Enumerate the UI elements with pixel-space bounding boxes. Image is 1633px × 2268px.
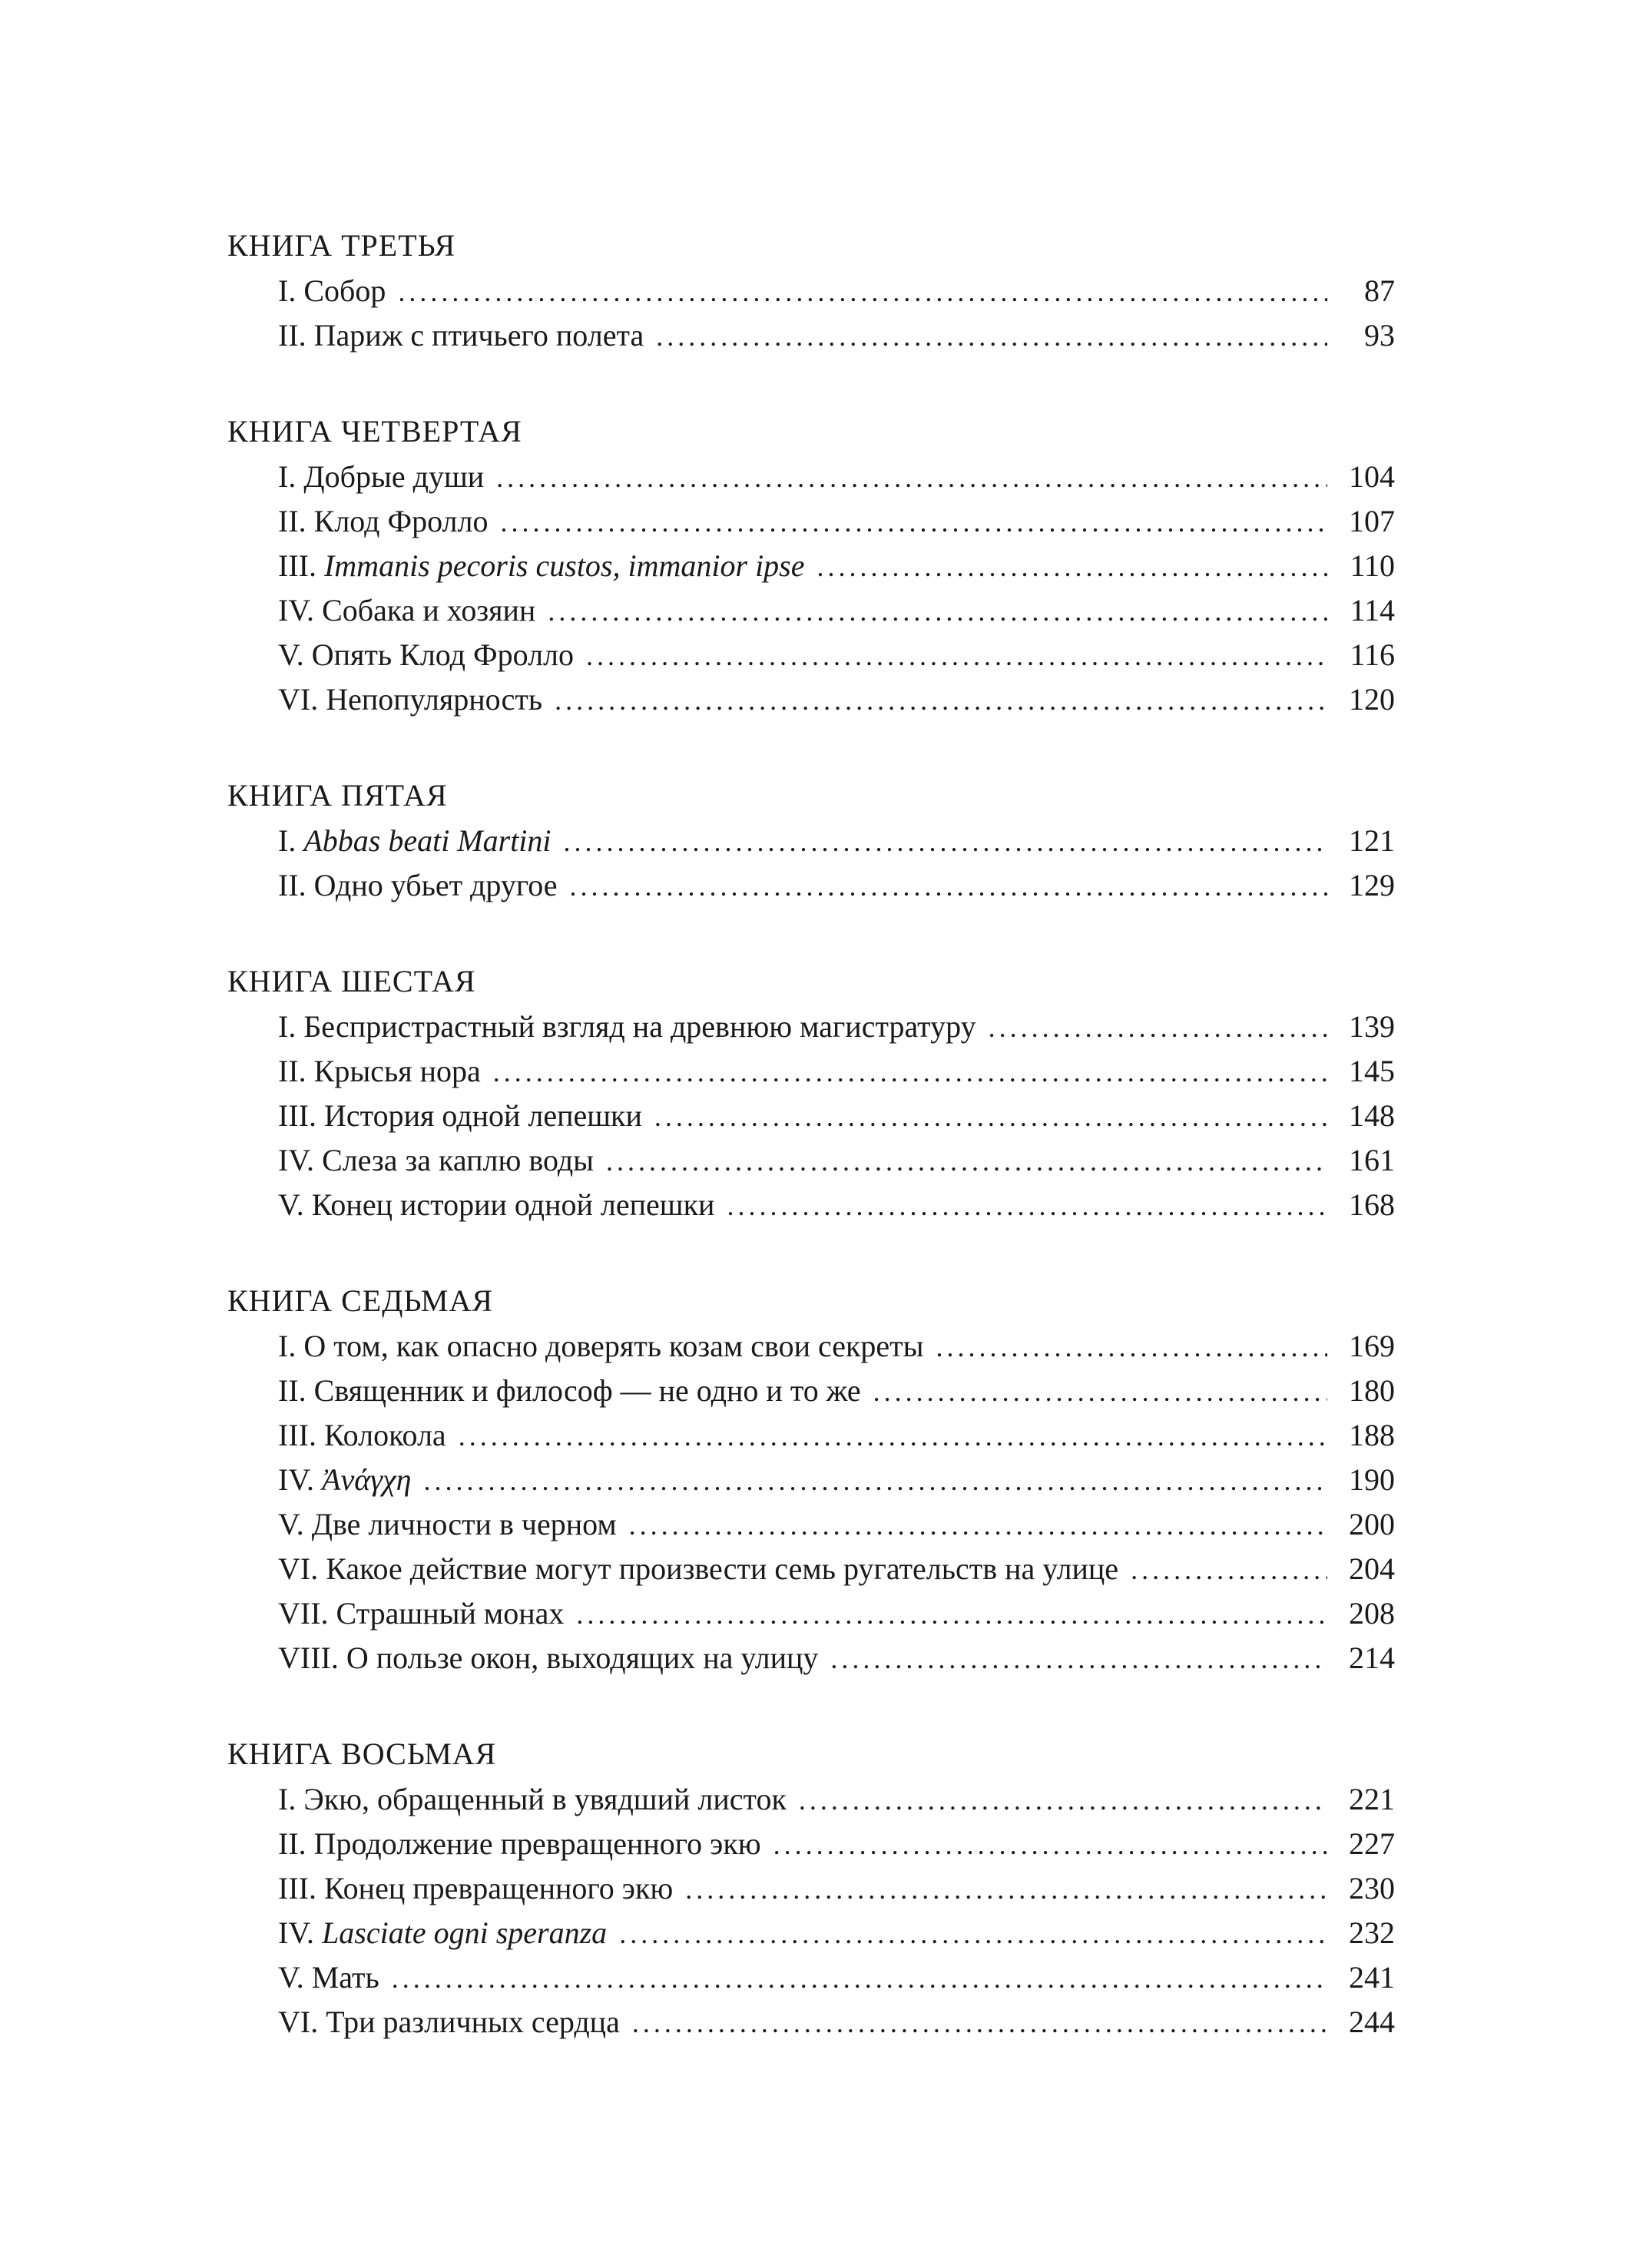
chapter-name: Lasciate ogni speranza — [322, 1915, 608, 1950]
chapter-number: IV. — [278, 1143, 315, 1177]
page-number: 110 — [1350, 548, 1395, 583]
dot-leader — [570, 864, 1327, 909]
page-number: 116 — [1350, 637, 1395, 672]
chapter-name: Мать — [311, 1960, 379, 1995]
page-number: 93 — [1364, 318, 1395, 353]
chapter-title — [278, 1547, 1118, 1591]
chapter-number: II. — [278, 868, 306, 902]
chapter-number: IV. — [278, 1462, 315, 1497]
chapter-name: Экю, обращенный в увядший листок — [303, 1782, 787, 1816]
chapter-number: VI. — [278, 2005, 319, 2039]
page-number: 145 — [1349, 1054, 1395, 1088]
page-number: 232 — [1349, 1915, 1395, 1950]
chapter-name: Слеза за каплю воды — [322, 1143, 595, 1177]
dot-leader — [656, 314, 1327, 359]
chapter-entry[interactable] — [227, 455, 1395, 499]
dot-leader — [685, 1867, 1327, 1912]
page-number: 190 — [1349, 1462, 1395, 1497]
page-number: 161 — [1349, 1143, 1395, 1177]
page-number: 204 — [1349, 1551, 1395, 1586]
chapter-title — [278, 1005, 976, 1049]
chapter-name: Опять Клод Фролло — [311, 637, 574, 672]
chapter-title — [278, 633, 574, 677]
chapter-title — [278, 1866, 673, 1911]
page-number: 121 — [1349, 823, 1395, 858]
chapter-title — [278, 863, 558, 908]
book-section — [227, 409, 1395, 722]
chapter-number: VII. — [278, 1596, 329, 1631]
chapter-name: Клод Фролло — [313, 504, 489, 538]
chapter-number: I. — [278, 1782, 296, 1816]
chapter-entry[interactable] — [227, 863, 1395, 908]
chapter-entry[interactable] — [227, 1138, 1395, 1183]
chapter-entry[interactable] — [227, 499, 1395, 544]
chapter-entry[interactable] — [227, 1591, 1395, 1636]
chapter-name: Собор — [303, 273, 386, 308]
dot-leader — [629, 1503, 1327, 1548]
chapter-name: Конец истории одной лепешки — [311, 1187, 715, 1222]
chapter-title — [278, 1049, 481, 1094]
dot-leader — [586, 634, 1327, 678]
chapter-entry[interactable] — [227, 1413, 1395, 1458]
chapter-number: I. — [278, 823, 296, 858]
dot-leader — [606, 1139, 1327, 1184]
dot-leader — [576, 1592, 1327, 1637]
page-number: 180 — [1349, 1373, 1395, 1408]
chapter-title — [278, 544, 805, 588]
chapter-entry[interactable] — [227, 1822, 1395, 1866]
dot-leader — [459, 1414, 1327, 1458]
chapter-entry[interactable] — [227, 1458, 1395, 1502]
chapter-name: Конец превращенного экю — [323, 1871, 674, 1905]
chapter-title — [278, 1911, 607, 1955]
chapter-name: Крысья нора — [313, 1054, 481, 1088]
chapter-number: V. — [278, 1507, 304, 1541]
dot-leader — [773, 1823, 1327, 1867]
chapter-number: II. — [278, 504, 306, 538]
chapter-number: I. — [278, 273, 296, 308]
chapter-title — [278, 455, 484, 499]
chapter-number: III. — [278, 1098, 316, 1133]
book-section — [227, 959, 1395, 1227]
chapter-name: История одной лепешки — [323, 1098, 642, 1133]
dot-leader — [398, 270, 1327, 314]
chapter-entry[interactable] — [227, 1777, 1395, 1822]
page-number: 208 — [1349, 1596, 1395, 1631]
chapter-entry[interactable] — [227, 1094, 1395, 1138]
dot-leader — [500, 500, 1327, 545]
book-title: КНИГА ПЯТАЯ — [227, 778, 448, 813]
dot-leader — [654, 1094, 1327, 1139]
table-of-contents — [227, 223, 1395, 2095]
chapter-title — [278, 1636, 818, 1680]
chapter-number: III. — [278, 1418, 316, 1452]
chapter-number: III. — [278, 548, 316, 583]
chapter-entry[interactable] — [227, 2000, 1395, 2045]
page-number: 188 — [1349, 1418, 1395, 1452]
chapter-name: Продолжение превращенного экю — [313, 1826, 761, 1861]
chapter-entry[interactable] — [227, 1324, 1395, 1369]
chapter-number: II. — [278, 318, 306, 353]
chapter-name: Две личности в черном — [311, 1507, 617, 1541]
chapter-title — [278, 1822, 761, 1866]
page-number: 87 — [1364, 273, 1395, 308]
chapter-title — [278, 499, 488, 544]
chapter-entry[interactable] — [227, 1955, 1395, 2000]
chapter-title — [278, 1138, 594, 1183]
page-number: 139 — [1349, 1009, 1395, 1044]
chapter-number: VI. — [278, 1551, 319, 1586]
page-number: 104 — [1349, 459, 1395, 494]
chapter-title — [278, 1094, 642, 1138]
page-number: 114 — [1350, 593, 1395, 627]
chapter-entry[interactable] — [227, 1547, 1395, 1591]
book-section — [227, 1278, 1395, 1680]
chapter-name: Одно убьет другое — [313, 868, 558, 902]
chapter-name: Immanis pecoris custos, immanior ipse — [323, 548, 805, 583]
dot-leader — [564, 819, 1327, 864]
book-title: КНИГА ШЕСТАЯ — [227, 964, 476, 998]
book-section — [227, 1731, 1395, 2045]
chapter-entry[interactable] — [227, 1183, 1395, 1227]
dot-leader — [423, 1458, 1327, 1503]
chapter-number: II. — [278, 1054, 306, 1088]
chapter-title — [278, 588, 535, 633]
chapter-name: Ἀνάγχη — [322, 1462, 412, 1497]
page-number: 120 — [1349, 682, 1395, 717]
chapter-entry[interactable] — [227, 819, 1395, 863]
chapter-title — [278, 1183, 714, 1227]
chapter-number: VI. — [278, 682, 319, 717]
chapter-entry[interactable] — [227, 633, 1395, 677]
chapter-name: Колокола — [323, 1418, 446, 1452]
dot-leader — [619, 1912, 1327, 1956]
book-title: КНИГА ТРЕТЬЯ — [227, 228, 456, 263]
chapter-entry[interactable] — [227, 313, 1395, 358]
dot-leader — [392, 1956, 1327, 2001]
chapter-number: I. — [278, 459, 296, 494]
chapter-number: VIII. — [278, 1641, 339, 1675]
chapter-number: V. — [278, 1960, 304, 1995]
book-title: КНИГА ВОСЬМАЯ — [227, 1737, 497, 1771]
chapter-name: Страшный монах — [336, 1596, 565, 1631]
dot-leader — [817, 545, 1328, 589]
chapter-name: Добрые души — [303, 459, 485, 494]
chapter-number: IV. — [278, 1915, 315, 1950]
dot-leader — [989, 1005, 1327, 1050]
chapter-name: Собака и хозяин — [322, 593, 536, 627]
page-number: 221 — [1349, 1782, 1395, 1816]
book-title: КНИГА ЧЕТВЕРТАЯ — [227, 414, 522, 449]
page-number: 129 — [1349, 868, 1395, 902]
chapter-entry[interactable] — [227, 677, 1395, 722]
book-section — [227, 773, 1395, 908]
chapter-entry[interactable] — [227, 1502, 1395, 1547]
chapter-title — [278, 1369, 861, 1413]
dot-leader — [632, 2001, 1327, 2045]
chapter-entry[interactable] — [227, 1369, 1395, 1413]
chapter-title — [278, 677, 542, 722]
chapter-entry[interactable] — [227, 1636, 1395, 1680]
chapter-name: Священник и философ — не одно и то же — [313, 1373, 861, 1408]
dot-leader — [493, 1050, 1327, 1094]
chapter-title — [278, 1413, 446, 1458]
chapter-number: V. — [278, 637, 304, 672]
page-number: 241 — [1349, 1960, 1395, 1995]
dot-leader — [727, 1184, 1327, 1228]
chapter-name: Непопулярность — [326, 682, 543, 717]
dot-leader — [555, 678, 1327, 723]
chapter-number: II. — [278, 1373, 306, 1408]
chapter-entry[interactable] — [227, 1005, 1395, 1049]
chapter-title — [278, 819, 552, 863]
chapter-title — [278, 1955, 379, 2000]
dot-leader — [548, 589, 1327, 634]
chapter-name: Беспристрастный взгляд на древнюю магистратуру — [303, 1009, 976, 1044]
chapter-entry[interactable] — [227, 269, 1395, 313]
chapter-name: О том, как опасно доверять козам свои секреты — [303, 1329, 924, 1363]
page-number: 244 — [1349, 2005, 1395, 2039]
page-number: 227 — [1349, 1826, 1395, 1861]
dot-leader — [799, 1778, 1327, 1823]
chapter-number: I. — [278, 1329, 296, 1363]
chapter-number: I. — [278, 1009, 296, 1044]
chapter-title — [278, 313, 644, 358]
dot-leader — [873, 1369, 1327, 1414]
book-section — [227, 223, 1395, 358]
dot-leader — [830, 1637, 1327, 1681]
page-number: 168 — [1349, 1187, 1395, 1222]
page-number: 148 — [1349, 1098, 1395, 1133]
book-title: КНИГА СЕДЬМАЯ — [227, 1283, 494, 1318]
chapter-name: Какое действие могут произвести семь ругательств на улице — [326, 1551, 1119, 1586]
chapter-title — [278, 1777, 787, 1822]
chapter-entry[interactable] — [227, 1049, 1395, 1094]
page-number: 230 — [1349, 1871, 1395, 1905]
chapter-name: Три различных сердца — [326, 2005, 620, 2039]
chapter-title — [278, 1502, 617, 1547]
chapter-entry[interactable] — [227, 1911, 1395, 1955]
dot-leader — [936, 1325, 1327, 1369]
chapter-title — [278, 1324, 924, 1369]
chapter-entry[interactable] — [227, 1866, 1395, 1911]
dot-leader — [496, 455, 1327, 500]
chapter-name: Париж с птичьего полета — [313, 318, 644, 353]
chapter-title — [278, 269, 386, 313]
chapter-number: V. — [278, 1187, 304, 1222]
page-number: 169 — [1349, 1329, 1395, 1363]
chapter-title — [278, 1591, 564, 1636]
chapter-name: Abbas beati Martini — [303, 823, 552, 858]
chapter-number: II. — [278, 1826, 306, 1861]
chapter-title — [278, 2000, 620, 2045]
chapter-number: IV. — [278, 593, 315, 627]
page-number: 200 — [1349, 1507, 1395, 1541]
chapter-title — [278, 1458, 411, 1502]
chapter-number: III. — [278, 1871, 316, 1905]
page-number: 214 — [1349, 1641, 1395, 1675]
chapter-name: О пользе окон, выходящих на улицу — [346, 1641, 819, 1675]
chapter-entry[interactable] — [227, 544, 1395, 588]
dot-leader — [1131, 1548, 1327, 1592]
page-number: 107 — [1349, 504, 1395, 538]
chapter-entry[interactable] — [227, 588, 1395, 633]
